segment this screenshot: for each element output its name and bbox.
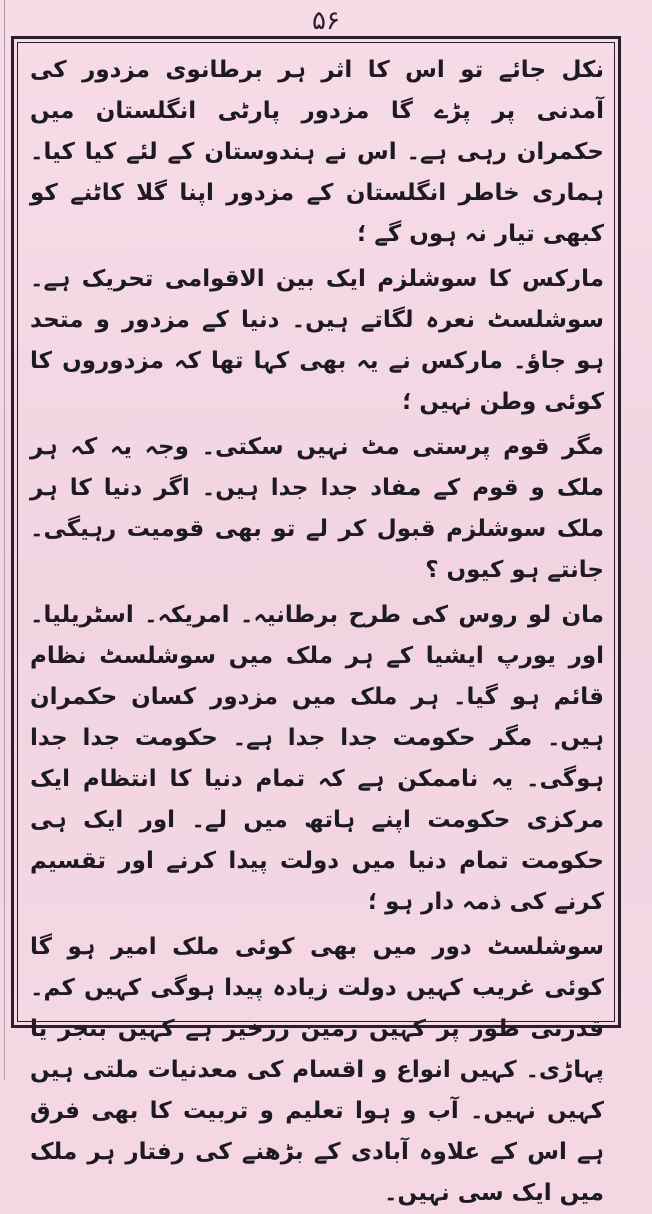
paragraph-4: مان لو روس کی طرح برطانیہ۔ امریکہ۔ اسٹریلیا۔ اور یورپ ایشیا کے ہر ملک میں سوشلسٹ نظام قائم ہو گیا۔ ہر ملک میں مزدور کسان حکمران ہیں۔ مگر حکومت جدا جدا ہے۔ حکومت جدا جدا ہوگی۔ یہ ناممکن ہے کہ تمام دنیا کا انتظام ایک مرکزی حکومت اپنے ہاتھ میں لے۔ اور ایک ہی حکومت تمام دنیا میں دولت پیدا کرنے اور تقسیم کرنے کی ذمہ دار ہو ؛ xyxy=(30,602,604,915)
page-edge-line xyxy=(4,0,5,1080)
paragraph-2: مارکس کا سوشلزم ایک بین الاقوامی تحریک ہے۔ سوشلسٹ نعرہ لگاتے ہیں۔ دنیا کے مزدور و متحد ہو جاؤ۔ مارکس نے یہ بھی کہا تھا کہ مزدوروں کا کوئی وطن نہیں ؛ xyxy=(30,266,604,415)
page-number: ۵۶ xyxy=(312,6,340,36)
paragraph-1: نکل جائے تو اس کا اثر ہر برطانوی مزدور کی آمدنی پر پڑے گا مزدور پارٹی انگلستان میں حکمران رہی ہے۔ اس نے ہندوستان کے لئے کیا کیا۔ ہماری خاطر انگلستان کے مزدور اپنا گلا کاٹنے کو کبھی تیار نہ ہوں گے ؛ xyxy=(30,57,604,247)
paragraph-5: سوشلسٹ دور میں بھی کوئی ملک امیر ہو گا کوئی غریب کہیں دولت زیادہ پیدا ہوگی کہیں کم۔ قدرتی طور پر کہیں زمین زرخیز ہے کہیں بنجر یا پہاڑی۔ کہیں انواع و اقسام کی معدنیات ملتی ہیں کہیں نہیں۔ آب و ہوا تعلیم و تربیت کا بھی فرق ہے اس کے علاوہ آبادی کے بڑھنے کی رفتار ہر ملک میں ایک سی نہیں۔ xyxy=(30,934,604,1206)
body-text xyxy=(30,50,604,1206)
paragraph-3: مگر قوم پرستی مٹ نہیں سکتی۔ وجہ یہ کہ ہر ملک و قوم کے مفاد جدا جدا ہیں۔ اگر دنیا کا ہر ملک سوشلزم قبول کر لے تو بھی قومیت رہیگی۔ جانتے ہو کیوں ؟ xyxy=(30,434,604,583)
